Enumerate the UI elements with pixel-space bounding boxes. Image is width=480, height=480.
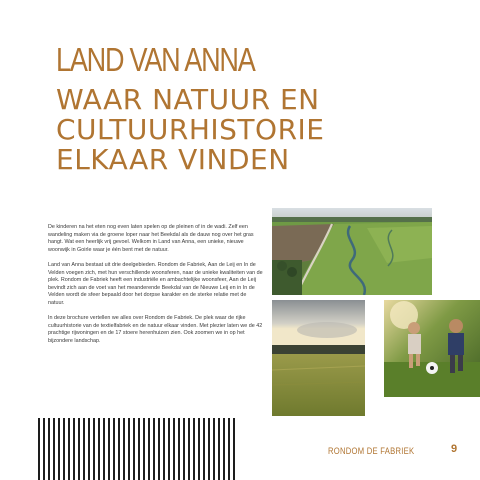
body-paragraph: Land van Anna bestaat uit drie deelgebieden. Rondom de Fabriek, Aan de Leij en In de Velden voegen zich, met hun verschillende woonsferen, naar de unieke kwaliteiten van de plek. Rondom de Fabriek heeft een industriële en ambachtelijke woonsfeer, Aan de Leij bevindt zich aan de voet van het meanderende Beekdal van de Nieuwe Leij en in In de Velden wordt de sfeer bepaald door het dorpse karakter en de sterke relatie met de natuur. (48, 261, 263, 306)
page-number: 9 (451, 443, 458, 455)
field-sunset-photo (272, 300, 365, 416)
kids-playing-photo (384, 300, 480, 397)
page-subtitle (56, 85, 324, 175)
striped-pattern (38, 418, 238, 480)
subtitle-line-3: ELKAAR VINDEN (56, 143, 290, 176)
page-title: LAND VAN ANNA (56, 41, 255, 78)
body-paragraph: In deze brochure vertellen we alles over Rondom de Fabriek. De plek waar de rijke cultuurhistorie van de textielfabriek en de natuur elkaar vinden. Met plezier laten we de 42 prachtige rijwoningen en de 17 stoere herenhuizen zien. Ook zoomen we in op het bijzondere landschap. (48, 315, 263, 344)
body-text (48, 224, 263, 353)
aerial-landscape-photo (272, 208, 432, 295)
body-paragraph: De kinderen na het eten nog even laten spelen op de pleinen of in de wadi. Zelf een wandeling maken via de groene loper naar het Beekdal als de dauw nog over het gras hangt. Wat een heerlijk vrij gevoel. Welkom in Land van Anna, een unieke, nieuwe woonwijk in Goirle waar je één bent met de natuur. (48, 224, 254, 253)
footer-section-label: RONDOM DE FABRIEK (328, 446, 415, 456)
subtitle-line-1: WAAR NATUUR EN (56, 83, 320, 116)
subtitle-line-2: CULTUURHISTORIE (56, 113, 325, 146)
